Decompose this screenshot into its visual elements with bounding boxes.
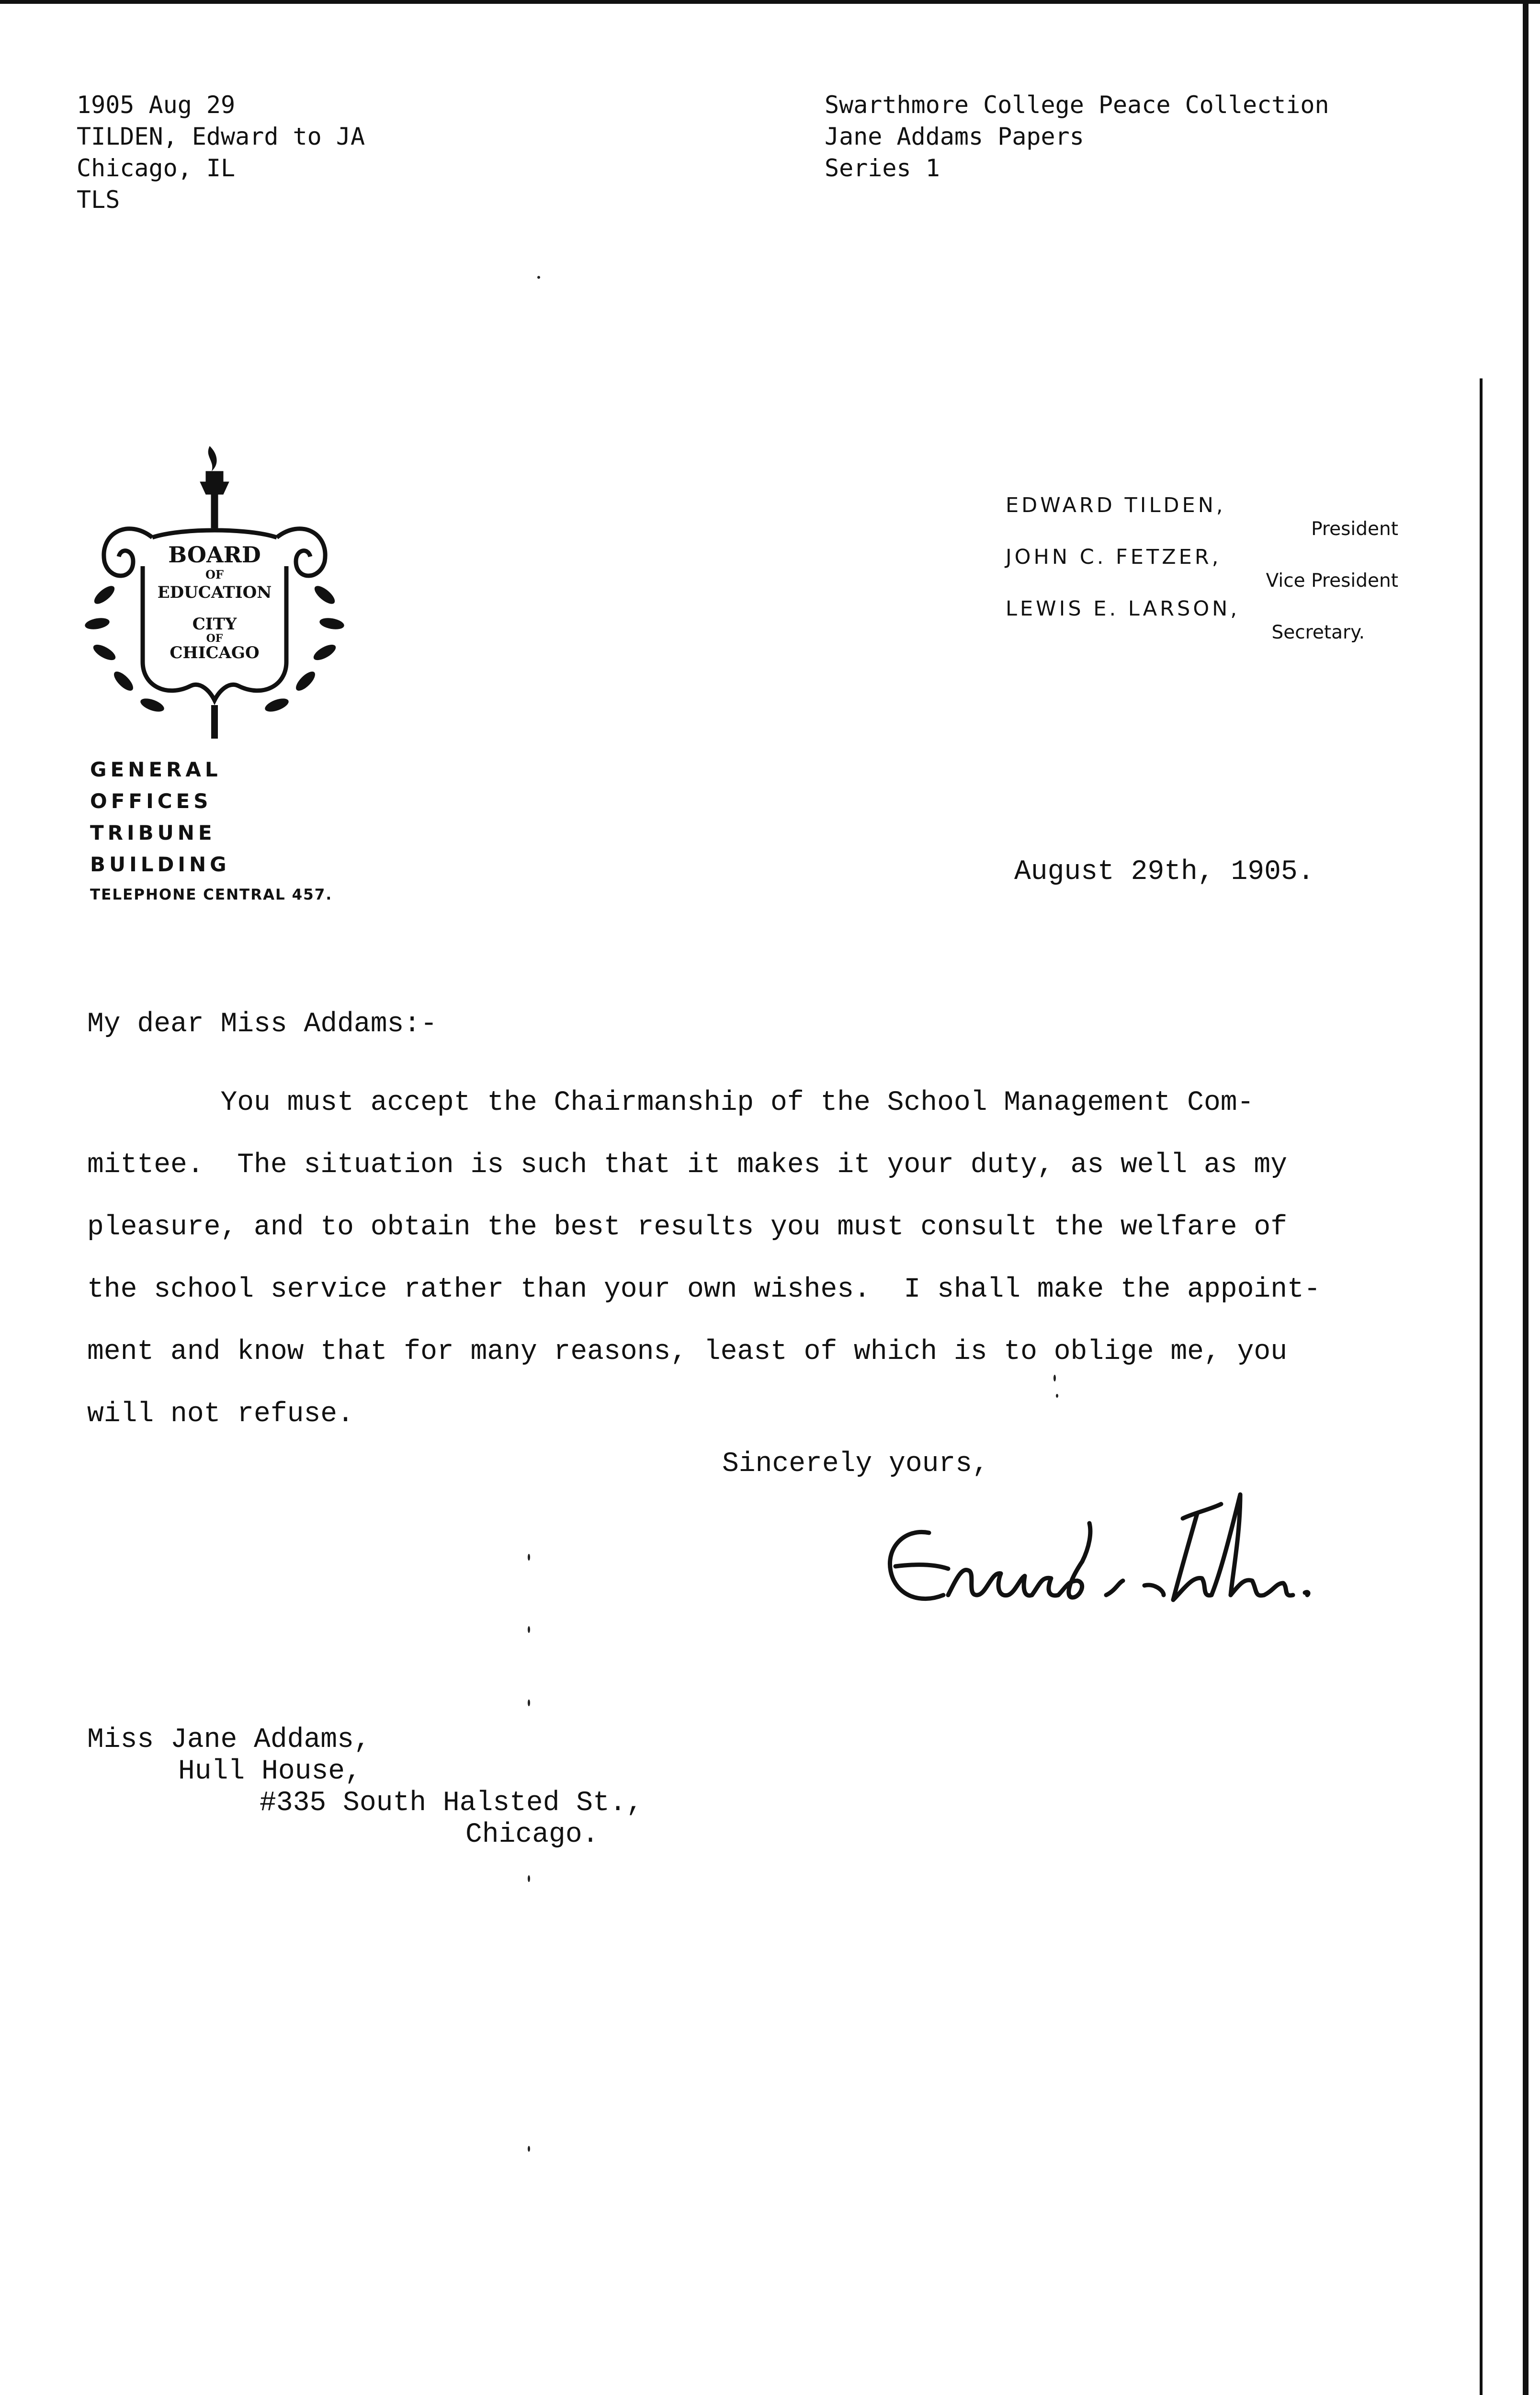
body-line: pleasure, and to obtain the best results you must consult the welfare of bbox=[87, 1212, 1288, 1243]
seal-text-city: CITY bbox=[192, 615, 237, 634]
body-line: will not refuse. bbox=[87, 1399, 354, 1430]
board-of-education-seal bbox=[71, 437, 358, 743]
seal-text-of-2: OF bbox=[206, 632, 223, 645]
officer-title: Vice President bbox=[1266, 570, 1398, 592]
archive-doc-type: TLS bbox=[77, 186, 120, 214]
scan-border-top bbox=[0, 0, 1540, 4]
building-line: TRIBUNE BUILDING bbox=[90, 821, 230, 876]
general-offices-block bbox=[90, 754, 349, 909]
seal-text-education: EDUCATION bbox=[157, 583, 272, 602]
letter-date: August 29th, 1905. bbox=[1014, 856, 1314, 888]
address-line-street: #335 South Halsted St., bbox=[260, 1788, 643, 1819]
officer-president bbox=[1006, 493, 1413, 545]
address-line-city: Chicago. bbox=[465, 1819, 599, 1850]
seal-text-chicago: CHICAGO bbox=[170, 643, 260, 662]
letter-body bbox=[87, 1072, 1428, 1446]
officer-title: Secretary. bbox=[1271, 622, 1365, 643]
seal-torch bbox=[200, 446, 229, 528]
archive-place: Chicago, IL bbox=[77, 154, 236, 182]
body-line: You must accept the Chairmanship of the School Management Com- bbox=[87, 1087, 1254, 1118]
salutation: My dear Miss Addams:- bbox=[87, 1009, 437, 1040]
scan-speck bbox=[537, 276, 540, 279]
seal-text-board: BOARD bbox=[168, 542, 261, 568]
signature-text: Edward Tilden bbox=[876, 1645, 883, 1646]
handwritten-signature bbox=[876, 1475, 1355, 1648]
officer-secretary bbox=[1006, 597, 1413, 649]
scan-speck bbox=[528, 1626, 530, 1633]
offices-line: GENERAL OFFICES bbox=[90, 758, 222, 813]
officer-name: EDWARD TILDEN, bbox=[1006, 493, 1226, 517]
officer-name: JOHN C. FETZER, bbox=[1006, 545, 1222, 569]
closing: Sincerely yours, bbox=[722, 1448, 989, 1480]
archive-metadata bbox=[77, 89, 365, 216]
officers-list bbox=[1006, 493, 1413, 649]
collection-papers: Jane Addams Papers bbox=[825, 123, 1084, 150]
seal-text-of-1: OF bbox=[205, 568, 224, 582]
scan-speck bbox=[528, 1699, 530, 1706]
sheet-edge bbox=[1480, 378, 1483, 2395]
officer-title: President bbox=[1311, 518, 1398, 540]
officer-vice-president bbox=[1006, 545, 1413, 597]
archive-correspondents: TILDEN, Edward to JA bbox=[77, 123, 365, 150]
officer-name: LEWIS E. LARSON, bbox=[1006, 597, 1240, 621]
scan-speck bbox=[528, 2146, 530, 2152]
archive-date: 1905 Aug 29 bbox=[77, 91, 236, 119]
scan-speck bbox=[1056, 1394, 1058, 1398]
body-line: mittee. The situation is such that it makes it your duty, as well as my bbox=[87, 1150, 1288, 1181]
address-line-name: Miss Jane Addams, bbox=[87, 1724, 371, 1756]
scan-speck bbox=[528, 1554, 530, 1561]
collection-name: Swarthmore College Peace Collection bbox=[825, 91, 1329, 119]
collection-series: Series 1 bbox=[825, 154, 940, 182]
scan-border-right bbox=[1523, 0, 1529, 2395]
scan-speck bbox=[528, 1875, 530, 1882]
recipient-address bbox=[87, 1724, 643, 1851]
address-line-house: Hull House, bbox=[178, 1756, 362, 1787]
scan-speck bbox=[1053, 1375, 1056, 1381]
body-line: ment and know that for many reasons, least of which is to oblige me, you bbox=[87, 1336, 1288, 1368]
collection-metadata bbox=[825, 89, 1329, 184]
body-line: the school service rather than your own wishes. I shall make the appoint- bbox=[87, 1274, 1321, 1305]
telephone-line: TELEPHONE CENTRAL 457. bbox=[90, 886, 333, 903]
